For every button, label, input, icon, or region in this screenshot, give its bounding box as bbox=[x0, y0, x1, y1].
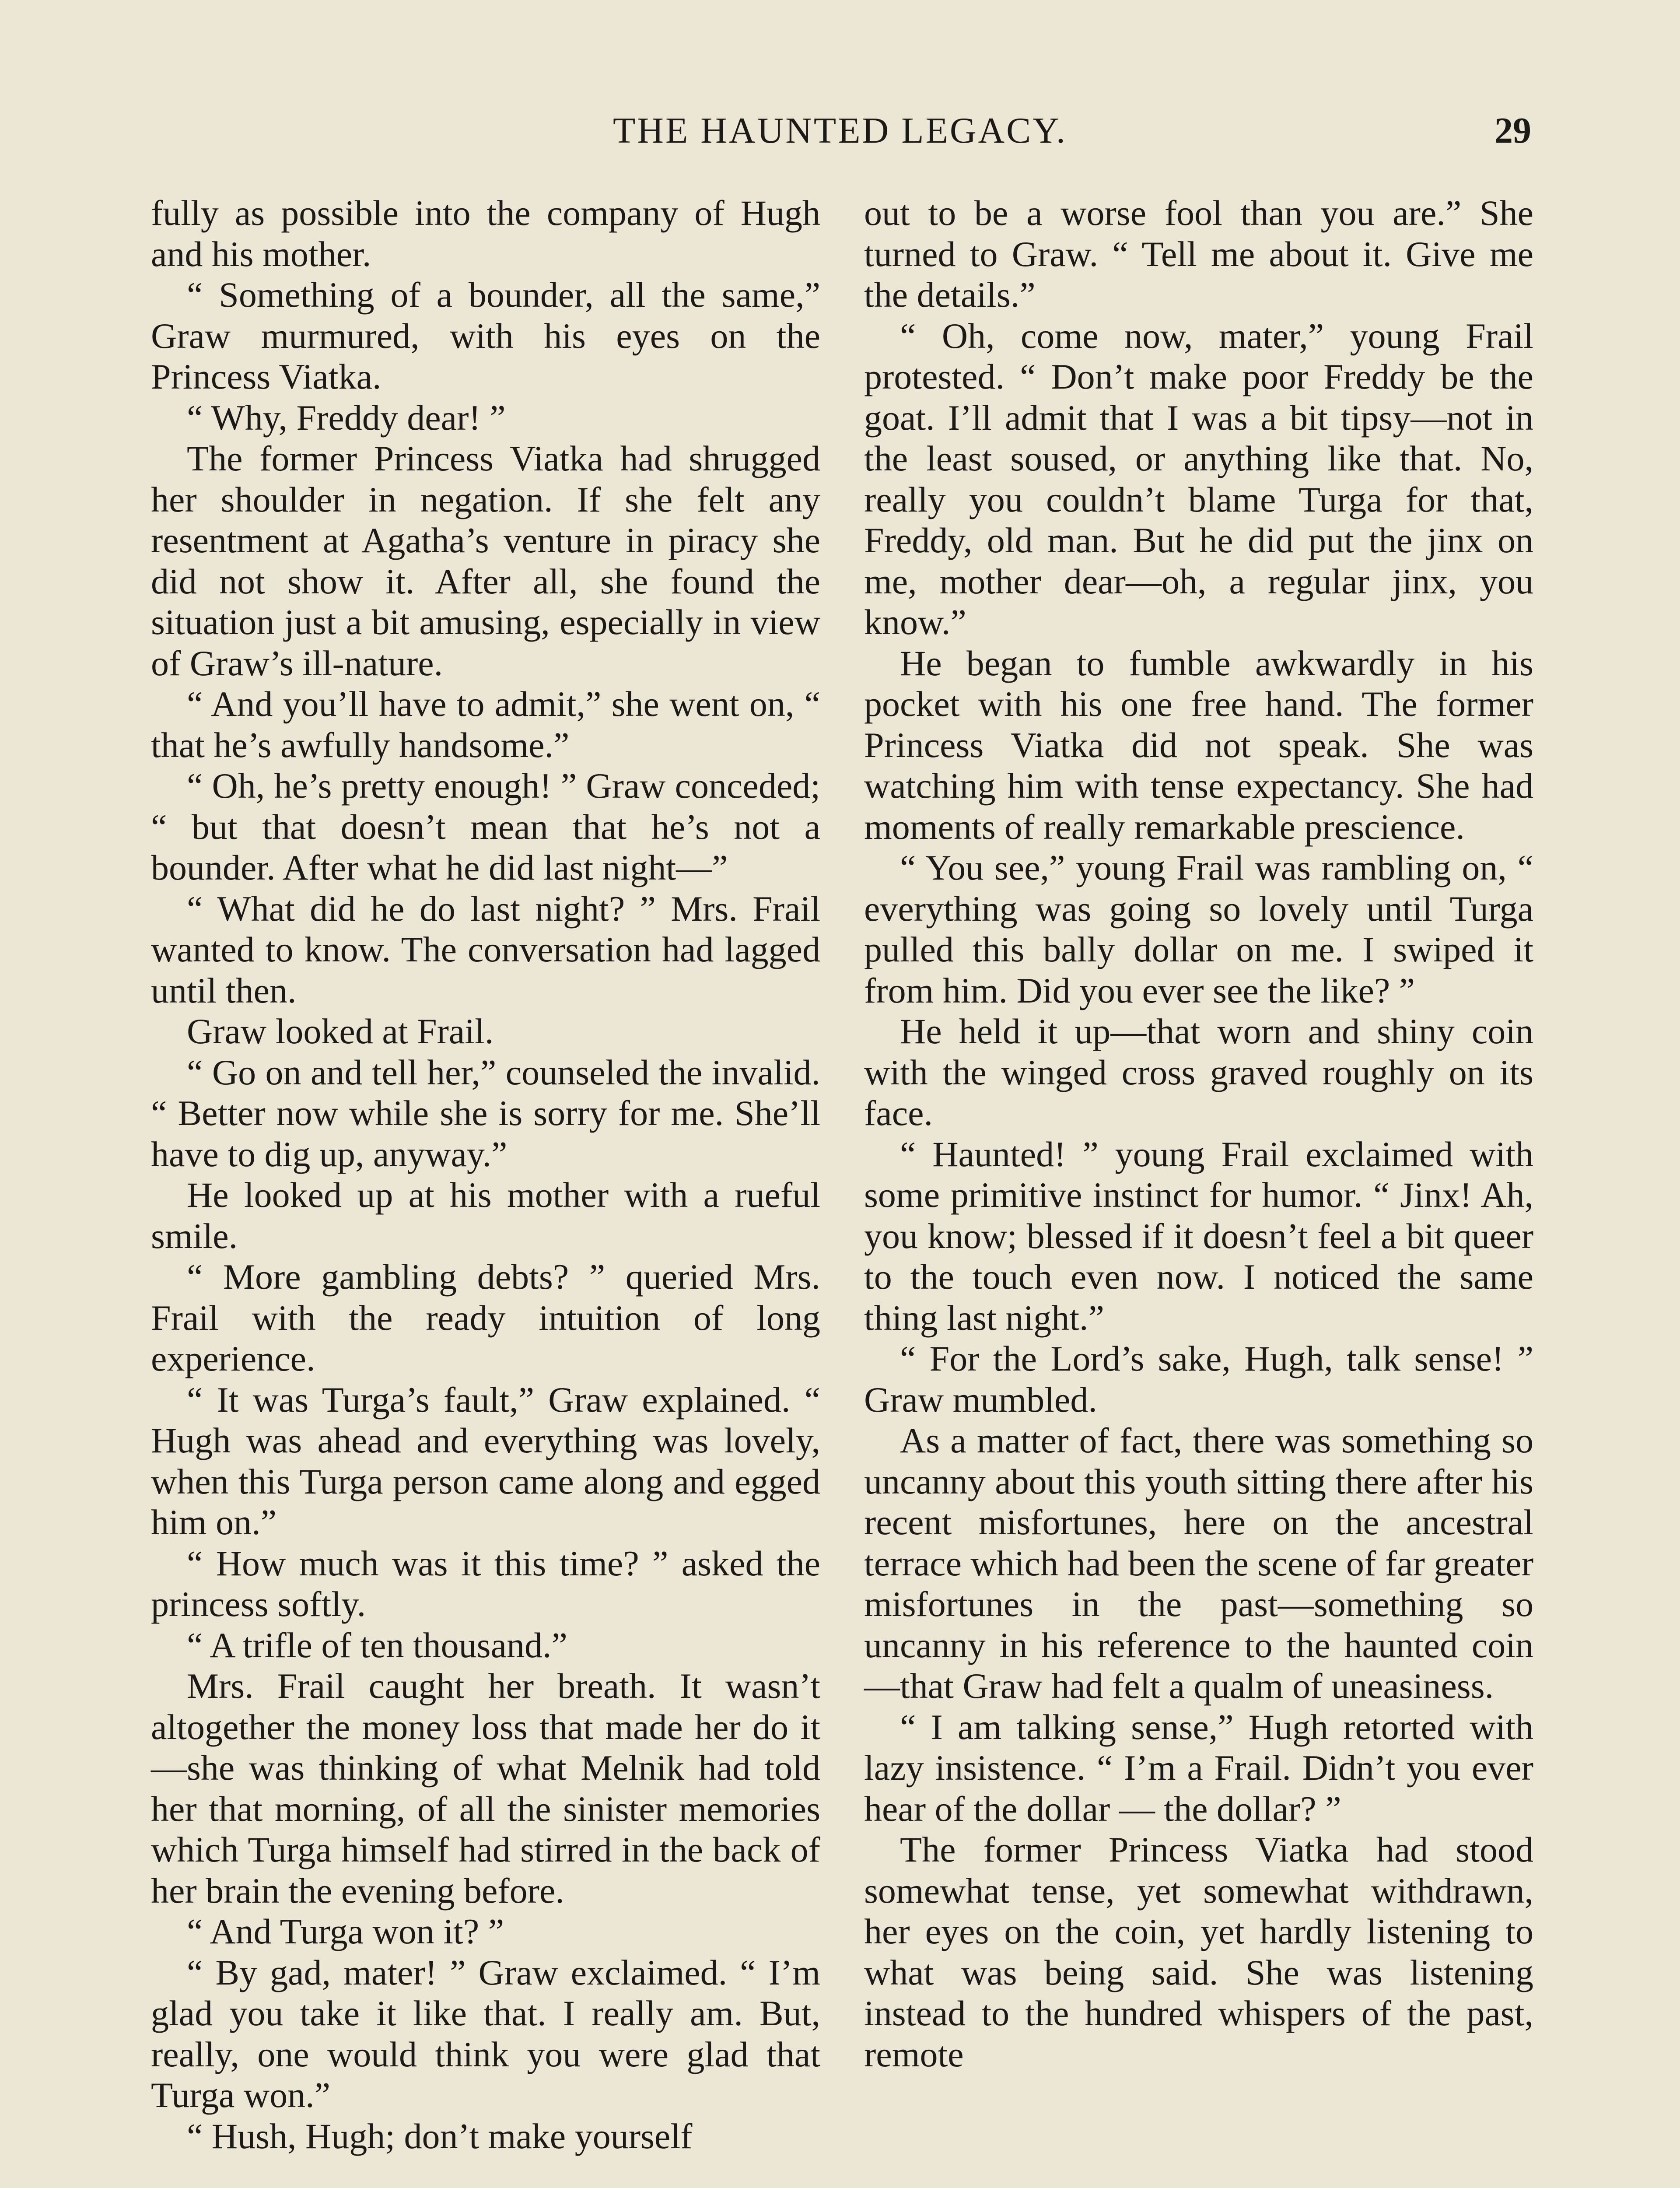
paragraph: out to be a worse fool than you are.” She turned to Graw. “ Tell me about it. Give me the details.” bbox=[864, 193, 1533, 315]
paragraph: “ Haunted! ” young Frail exclaimed with some primitive instinct for humor. “ Jinx! Ah, you know; blessed if it doesn’t feel a bit queer to the touch even now. I noticed the same thing last night.” bbox=[864, 1134, 1533, 1338]
page-header bbox=[149, 101, 1531, 166]
paragraph: He began to fumble awkwardly in his pocket with his one free hand. The former Princess Viatka did not speak. She was watching him with tense expectancy. She had moments of really remarkable prescience. bbox=[864, 643, 1533, 847]
paragraph: Mrs. Frail caught her breath. It wasn’t altogether the money loss that made her do it—she was thinking of what Melnik had told her that morning, of all the sinister memories which Turga himself had stirred in the back of her brain the evening before. bbox=[151, 1666, 820, 1911]
paragraph: “ I am talking sense,” Hugh retorted with lazy insistence. “ I’m a Frail. Didn’t you ever hear of the dollar — the dollar? ” bbox=[864, 1707, 1533, 1829]
paragraph: As a matter of fact, there was something so uncanny about this youth sitting there after his recent misfortunes, here on the ancestral terrace which had been the scene of far greater misfortunes in the past—something so uncanny in his reference to the haunted coin—that Graw had felt a qualm of uneasiness. bbox=[864, 1420, 1533, 1706]
paragraph: “ More gambling debts? ” queried Mrs. Frail with the ready intuition of long experience. bbox=[151, 1257, 820, 1378]
paragraph: “ Oh, he’s pretty enough! ” Graw conceded; “ but that doesn’t mean that he’s not a bounder. After what he did last night—” bbox=[151, 766, 820, 887]
paragraph: “ Why, Freddy dear! ” bbox=[187, 397, 506, 438]
paragraph: “ And you’ll have to admit,” she went on, “ that he’s awfully handsome.” bbox=[151, 684, 820, 765]
left-text-column bbox=[151, 193, 820, 2156]
page-number: 29 bbox=[1494, 110, 1531, 151]
paragraph: Graw looked at Frail. bbox=[187, 1011, 494, 1051]
paragraph: “ It was Turga’s fault,” Graw explained. “ Hugh was ahead and everything was lovely, when this Turga person came along and egged him on.” bbox=[151, 1379, 820, 1542]
paragraph: He held it up—that worn and shiny coin with the winged cross graved roughly on its face. bbox=[864, 1011, 1533, 1133]
running-title: THE HAUNTED LEGACY. bbox=[612, 110, 1068, 151]
right-text-column bbox=[864, 193, 1533, 2075]
paragraph: “ A trifle of ten thousand.” bbox=[187, 1625, 567, 1665]
paragraph: “ How much was it this time? ” asked the princess softly. bbox=[151, 1543, 820, 1624]
paragraph: “ Hush, Hugh; don’t make yourself bbox=[187, 2116, 693, 2156]
paragraph: “ You see,” young Frail was rambling on, “ everything was going so lovely until Turga pulled this bally dollar on me. I swiped it from him. Did you ever see the like? ” bbox=[864, 848, 1533, 1010]
paragraph: “ What did he do last night? ” Mrs. Frail wanted to know. The conversation had lagged until then. bbox=[151, 888, 820, 1010]
paragraph: fully as possible into the company of Hugh and his mother. bbox=[151, 193, 820, 274]
paragraph: “ And Turga won it? ” bbox=[187, 1911, 504, 1951]
paragraph: “ For the Lord’s sake, Hugh, talk sense! ” Graw mumbled. bbox=[864, 1339, 1533, 1420]
paragraph: He looked up at his mother with a rueful smile. bbox=[151, 1175, 820, 1256]
paragraph: The former Princess Viatka had shrugged her shoulder in negation. If she felt any resentment at Agatha’s venture in piracy she did not show it. After all, she found the situation just a bit amusing, especially in view of Graw’s ill-nature. bbox=[151, 438, 820, 683]
paragraph: “ Oh, come now, mater,” young Frail protested. “ Don’t make poor Freddy be the goat. I’ll admit that I was a bit tipsy—not in the least soused, or anything like that. No, really you couldn’t blame Turga for that, Freddy, old man. But he did put the jinx on me, mother dear—oh, a regular jinx, you know.” bbox=[864, 316, 1533, 642]
paragraph: The former Princess Viatka had stood somewhat tense, yet somewhat withdrawn, her eyes on the coin, yet hardly listening to what was being said. She was listening instead to the hundred whispers of the past, remote bbox=[864, 1830, 1533, 2074]
paragraph: “ By gad, mater! ” Graw exclaimed. “ I’m glad you take it like that. I really am. But, really, one would think you were glad that Turga won.” bbox=[151, 1952, 820, 2115]
paragraph: “ Something of a bounder, all the same,” Graw murmured, with his eyes on the Princess Viatka. bbox=[151, 275, 820, 396]
paragraph: “ Go on and tell her,” counseled the invalid. “ Better now while she is sorry for me. She’ll have to dig up, anyway.” bbox=[151, 1052, 820, 1174]
